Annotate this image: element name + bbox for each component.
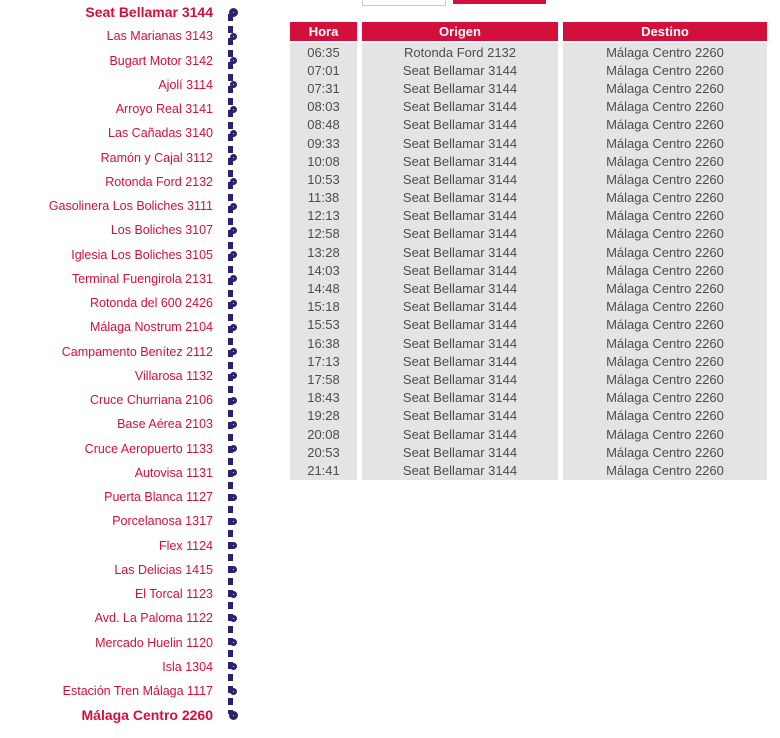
stop-marker <box>220 275 246 282</box>
timetable-cell-origen: Seat Bellamar 3144 <box>362 316 558 334</box>
stop-marker <box>220 227 246 234</box>
timetable-cell-origen: Seat Bellamar 3144 <box>362 407 558 425</box>
column-header-origen: Origen <box>362 22 558 41</box>
stop-label[interactable]: Mercado Huelin 1120 <box>95 635 213 650</box>
timetable-cell-destino: Málaga Centro 2260 <box>563 389 767 407</box>
stop-dot-icon <box>230 324 237 331</box>
route-stop[interactable] <box>0 485 246 509</box>
timetable-cell-origen: Seat Bellamar 3144 <box>362 189 558 207</box>
timetable-cell-origen: Seat Bellamar 3144 <box>362 207 558 225</box>
timetable-cell-destino: Málaga Centro 2260 <box>563 461 767 479</box>
stop-marker <box>220 591 246 598</box>
route-stop[interactable] <box>0 121 246 145</box>
stop-dot-icon <box>230 251 237 258</box>
timetable-cell-hora: 08:48 <box>290 116 357 134</box>
timetable-cell-destino: Málaga Centro 2260 <box>563 170 767 188</box>
timetable-cell-destino: Málaga Centro 2260 <box>563 61 767 79</box>
stop-dot-icon <box>230 469 237 476</box>
route-stop[interactable] <box>0 291 246 315</box>
route-stop[interactable] <box>0 655 246 679</box>
timetable-cell-origen: Seat Bellamar 3144 <box>362 243 558 261</box>
route-stop[interactable] <box>0 437 246 461</box>
timetable-cell-destino: Málaga Centro 2260 <box>563 279 767 297</box>
stop-label[interactable]: Porcelanosa 1317 <box>112 514 213 529</box>
timetable-cell-hora: 21:41 <box>290 461 357 479</box>
stop-dot-icon <box>229 711 238 720</box>
timetable-cell-hora: 13:28 <box>290 243 357 261</box>
stop-marker <box>220 106 246 113</box>
stop-marker <box>220 397 246 404</box>
stop-dot-icon <box>230 130 237 137</box>
stop-dot-icon <box>230 372 237 379</box>
timetable-cell-origen: Seat Bellamar 3144 <box>362 461 558 479</box>
timetable-cell-origen: Seat Bellamar 3144 <box>362 98 558 116</box>
stop-dot-icon <box>230 227 237 234</box>
stop-marker <box>220 81 246 88</box>
route-stop[interactable] <box>0 170 246 194</box>
timetable-cell-origen: Seat Bellamar 3144 <box>362 279 558 297</box>
stop-marker <box>220 57 246 64</box>
timetable-cell-origen: Seat Bellamar 3144 <box>362 389 558 407</box>
route-stop[interactable] <box>0 412 246 436</box>
stop-dot-icon <box>230 203 237 210</box>
stop-marker <box>220 494 246 501</box>
route-stop[interactable] <box>0 24 246 48</box>
route-stop[interactable] <box>0 679 246 703</box>
stop-marker <box>220 324 246 331</box>
stop-marker <box>220 372 246 379</box>
timetable-cell-hora: 19:28 <box>290 407 357 425</box>
timetable-cell-destino: Málaga Centro 2260 <box>563 225 767 243</box>
timetable-cell-destino: Málaga Centro 2260 <box>563 43 767 61</box>
stop-label[interactable]: Flex 1124 <box>159 538 213 553</box>
stop-marker <box>220 639 246 646</box>
route-list <box>0 0 246 728</box>
stop-dot-icon <box>230 615 237 622</box>
stop-label[interactable]: Málaga Nostrum 2104 <box>90 320 213 335</box>
stop-marker <box>220 203 246 210</box>
timetable-cell-hora: 07:31 <box>290 79 357 97</box>
stop-label[interactable]: Las Cañadas 3140 <box>108 126 213 141</box>
route-stop[interactable] <box>0 558 246 582</box>
stop-label[interactable]: Autovisa 1131 <box>134 465 213 480</box>
stop-label[interactable]: Iglesia Los Boliches 3105 <box>71 247 213 262</box>
route-stop[interactable] <box>0 703 246 727</box>
submit-button[interactable] <box>453 0 546 4</box>
timetable-body <box>290 43 767 480</box>
stop-marker <box>220 154 246 161</box>
route-stop[interactable] <box>0 340 246 364</box>
route-stop[interactable] <box>0 534 246 558</box>
timetable-cell-hora: 14:48 <box>290 279 357 297</box>
stop-marker <box>220 688 246 695</box>
route-stop[interactable] <box>0 146 246 170</box>
timetable-cell-destino: Málaga Centro 2260 <box>563 152 767 170</box>
route-stop[interactable] <box>0 461 246 485</box>
route-stop[interactable] <box>0 267 246 291</box>
route-stop[interactable] <box>0 315 246 339</box>
timetable-cell-hora: 15:18 <box>290 298 357 316</box>
stop-dot-icon <box>230 178 237 185</box>
timetable-cell-origen: Seat Bellamar 3144 <box>362 225 558 243</box>
timetable-header <box>290 22 767 41</box>
timetable-cell-destino: Málaga Centro 2260 <box>563 243 767 261</box>
stop-dot-icon <box>230 663 237 670</box>
stop-label[interactable]: Terminal Fuengirola 2131 <box>71 271 213 286</box>
stop-label[interactable]: Las Delicias 1415 <box>114 562 213 577</box>
timetable-cell-origen: Seat Bellamar 3144 <box>362 334 558 352</box>
timetable-cell-origen: Seat Bellamar 3144 <box>362 261 558 279</box>
stop-label[interactable]: Ajolí 3114 <box>158 77 213 92</box>
stop-dot-icon <box>230 275 237 282</box>
stop-marker <box>220 33 246 40</box>
timetable-cell-destino: Málaga Centro 2260 <box>563 98 767 116</box>
timetable-cell-hora: 11:38 <box>290 189 357 207</box>
timetable-cell-origen: Seat Bellamar 3144 <box>362 170 558 188</box>
route-stop[interactable] <box>0 388 246 412</box>
stop-label[interactable]: Estación Tren Málaga 1117 <box>62 684 213 699</box>
stop-marker <box>220 251 246 258</box>
timetable-cell-hora: 16:38 <box>290 334 357 352</box>
stop-marker <box>220 469 246 476</box>
stop-marker <box>220 130 246 137</box>
stop-label[interactable]: Bugart Motor 3142 <box>109 53 213 68</box>
stop-dot-icon <box>230 518 237 525</box>
stop-dot-icon <box>230 33 237 40</box>
timetable-cell-hora: 10:53 <box>290 170 357 188</box>
route-panel <box>0 0 246 738</box>
stop-label[interactable]: Gasolinera Los Boliches 3111 <box>48 199 213 214</box>
column-header-hora: Hora <box>290 22 357 41</box>
timetable-cell-hora: 18:43 <box>290 389 357 407</box>
stop-label[interactable]: Base Aérea 2103 <box>117 417 213 432</box>
stop-dot-icon <box>230 591 237 598</box>
stop-label[interactable]: Rotonda Ford 2132 <box>105 174 213 189</box>
stop-marker <box>220 300 246 307</box>
timetable-cell-hora: 20:53 <box>290 443 357 461</box>
stop-label[interactable]: Los Boliches 3107 <box>110 223 213 238</box>
route-stop[interactable] <box>0 73 246 97</box>
timetable-cell-destino: Málaga Centro 2260 <box>563 79 767 97</box>
stop-marker <box>220 178 246 185</box>
timetable-cell-destino: Málaga Centro 2260 <box>563 407 767 425</box>
timetable-cell-destino: Málaga Centro 2260 <box>563 425 767 443</box>
timetable-cell-hora: 10:08 <box>290 152 357 170</box>
timetable-cell-origen: Seat Bellamar 3144 <box>362 116 558 134</box>
timetable-cell-destino: Málaga Centro 2260 <box>563 370 767 388</box>
stop-dot-icon <box>230 494 237 501</box>
stop-label[interactable]: Cruce Aeropuerto 1133 <box>84 441 213 456</box>
timetable-cell-destino: Málaga Centro 2260 <box>563 334 767 352</box>
stop-dot-icon <box>230 566 237 573</box>
stop-dot-icon <box>230 397 237 404</box>
timetable-cell-hora: 12:13 <box>290 207 357 225</box>
stop-dot-icon <box>230 542 237 549</box>
stop-dot-icon <box>230 688 237 695</box>
timetable-cell-hora: 15:53 <box>290 316 357 334</box>
route-stop[interactable] <box>0 0 246 24</box>
stop-label[interactable]: Málaga Centro 2260 <box>81 707 213 724</box>
route-stop[interactable] <box>0 218 246 242</box>
stop-marker <box>220 615 246 622</box>
route-stop[interactable] <box>0 606 246 630</box>
stop-label[interactable]: Avd. La Paloma 1122 <box>94 611 213 626</box>
timetable-cell-origen: Rotonda Ford 2132 <box>362 43 558 61</box>
timetable-cell-origen: Seat Bellamar 3144 <box>362 352 558 370</box>
stop-marker <box>220 566 246 573</box>
timetable-cell-origen: Seat Bellamar 3144 <box>362 370 558 388</box>
stop-dot-icon <box>230 57 237 64</box>
timetable-cell-origen: Seat Bellamar 3144 <box>362 443 558 461</box>
timetable-cell-destino: Málaga Centro 2260 <box>563 207 767 225</box>
stop-marker <box>220 445 246 452</box>
column-header-destino: Destino <box>563 22 767 41</box>
stop-dot-icon <box>229 8 238 17</box>
stop-dot-icon <box>230 421 237 428</box>
stop-dot-icon <box>230 348 237 355</box>
timetable-cell-destino: Málaga Centro 2260 <box>563 116 767 134</box>
stop-label[interactable]: Campamento Benítez 2112 <box>61 344 213 359</box>
timetable-cell-hora: 07:01 <box>290 61 357 79</box>
timetable-cell-origen: Seat Bellamar 3144 <box>362 79 558 97</box>
stop-dot-icon <box>230 154 237 161</box>
stop-dot-icon <box>230 639 237 646</box>
timetable-cell-origen: Seat Bellamar 3144 <box>362 425 558 443</box>
stop-marker <box>220 348 246 355</box>
stop-label[interactable]: Puerta Blanca 1127 <box>104 490 213 505</box>
timetable-cell-origen: Seat Bellamar 3144 <box>362 152 558 170</box>
stop-label[interactable]: Rotonda del 600 2426 <box>89 296 213 311</box>
stop-dot-icon <box>230 106 237 113</box>
timetable-cell-hora: 20:08 <box>290 425 357 443</box>
stop-marker <box>220 421 246 428</box>
timetable-cell-hora: 17:13 <box>290 352 357 370</box>
timetable-cell-hora: 14:03 <box>290 261 357 279</box>
route-stop[interactable] <box>0 631 246 655</box>
stop-label[interactable]: Isla 1304 <box>162 659 213 674</box>
stop-marker <box>220 518 246 525</box>
timetable-cell-hora: 09:33 <box>290 134 357 152</box>
stop-label[interactable]: Ramón y Cajal 3112 <box>100 150 213 165</box>
stop-dot-icon <box>230 445 237 452</box>
stop-dot-icon <box>230 300 237 307</box>
search-input[interactable] <box>362 0 446 6</box>
stop-label[interactable]: Cruce Churriana 2106 <box>90 393 213 408</box>
stop-marker <box>220 8 246 17</box>
timetable-cell-destino: Málaga Centro 2260 <box>563 443 767 461</box>
timetable-cell-destino: Málaga Centro 2260 <box>563 298 767 316</box>
stop-label[interactable]: Arroyo Real 3141 <box>115 102 213 117</box>
timetable-cell-hora: 17:58 <box>290 370 357 388</box>
timetable-cell-hora: 08:03 <box>290 98 357 116</box>
timetable-cell-destino: Málaga Centro 2260 <box>563 189 767 207</box>
stop-marker <box>220 663 246 670</box>
timetable-cell-destino: Málaga Centro 2260 <box>563 261 767 279</box>
route-stop[interactable] <box>0 194 246 218</box>
route-stop[interactable] <box>0 509 246 533</box>
stop-marker <box>220 711 246 720</box>
stop-label[interactable]: Seat Bellamar 3144 <box>85 4 213 21</box>
timetable-cell-origen: Seat Bellamar 3144 <box>362 298 558 316</box>
timetable-cell-destino: Málaga Centro 2260 <box>563 134 767 152</box>
route-stop[interactable] <box>0 582 246 606</box>
route-stop[interactable] <box>0 49 246 73</box>
timetable-cell-destino: Málaga Centro 2260 <box>563 316 767 334</box>
timetable-cell-hora: 06:35 <box>290 43 357 61</box>
stop-label[interactable]: El Torcal 1123 <box>134 587 213 602</box>
stop-label[interactable]: Villarosa 1132 <box>134 368 213 383</box>
route-stop[interactable] <box>0 364 246 388</box>
route-stop[interactable] <box>0 243 246 267</box>
route-stop[interactable] <box>0 97 246 121</box>
timetable <box>290 22 767 480</box>
timetable-cell-origen: Seat Bellamar 3144 <box>362 61 558 79</box>
timetable-cell-hora: 12:58 <box>290 225 357 243</box>
stop-dot-icon <box>230 81 237 88</box>
timetable-cell-origen: Seat Bellamar 3144 <box>362 134 558 152</box>
stop-marker <box>220 542 246 549</box>
timetable-cell-destino: Málaga Centro 2260 <box>563 352 767 370</box>
stop-label[interactable]: Las Marianas 3143 <box>106 29 213 44</box>
